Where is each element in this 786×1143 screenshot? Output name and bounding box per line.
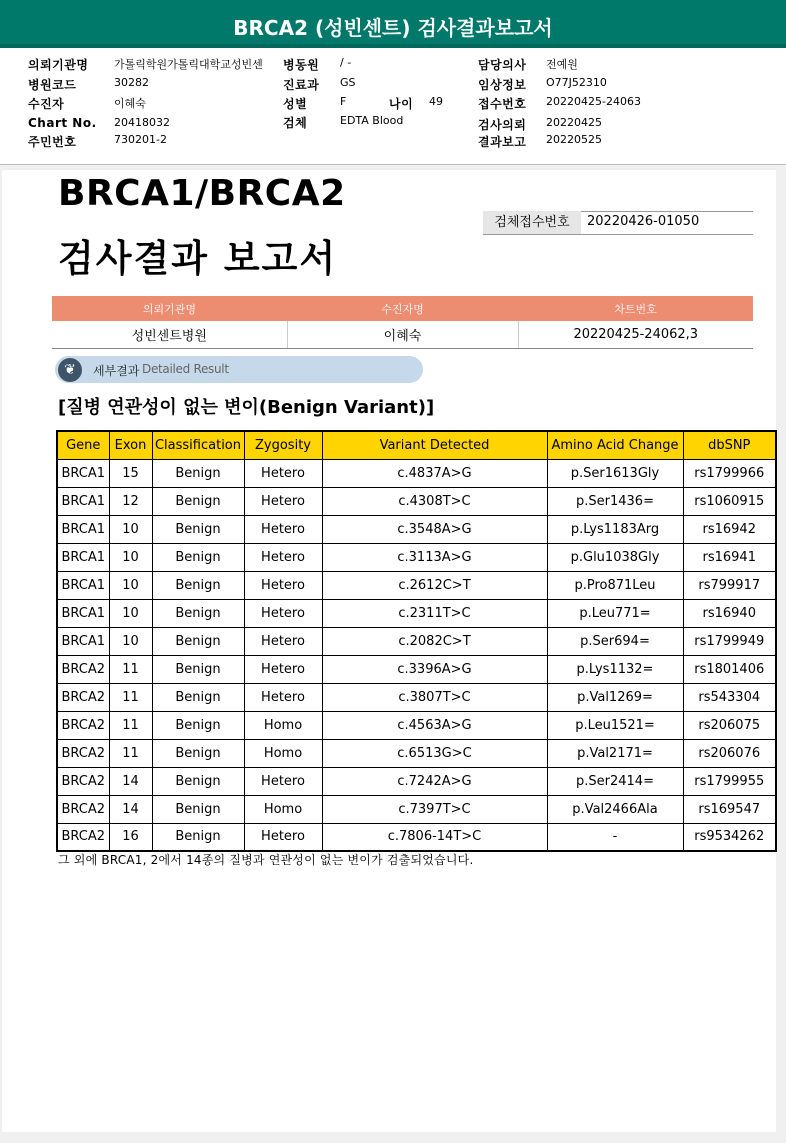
table-cell: Hetero	[244, 823, 322, 851]
table-cell: rs16940	[683, 599, 776, 627]
report-header-title: BRCA2 (성빈센트) 검사결과보고서	[0, 0, 786, 48]
id-value: 730201-2	[114, 133, 167, 146]
table-cell: rs543304	[683, 683, 776, 711]
report-title-line2: 검사결과 보고서	[58, 237, 338, 280]
table-cell: Homo	[244, 711, 322, 739]
variant-col-header: Gene	[57, 431, 109, 459]
hospital-code-label: 병원코드	[28, 78, 77, 92]
table-cell: Benign	[152, 459, 244, 487]
table-row	[57, 543, 776, 571]
table-cell: 16	[109, 823, 152, 851]
result-report-value: 20220525	[546, 133, 602, 146]
specimen-receipt-value: 20220426-01050	[581, 211, 753, 235]
sex-value: F	[340, 95, 347, 108]
table-row	[57, 571, 776, 599]
table-cell: 15	[109, 459, 152, 487]
table-cell: 12	[109, 487, 152, 515]
table-cell: Benign	[152, 571, 244, 599]
table-cell: rs1799949	[683, 627, 776, 655]
variant-col-header: Zygosity	[244, 431, 322, 459]
table-cell: c.2311T>C	[322, 599, 547, 627]
table-row	[57, 711, 776, 739]
table-row	[57, 599, 776, 627]
table-cell: rs1060915	[683, 487, 776, 515]
table-cell: p.Lys1183Arg	[547, 515, 683, 543]
table-cell: c.4308T>C	[322, 487, 547, 515]
table-cell: c.3807T>C	[322, 683, 547, 711]
sex-label: 성별	[283, 97, 308, 111]
patient-info-panel	[0, 48, 786, 165]
patient-summary-table	[52, 296, 753, 349]
col-header-patient: 수진자명	[287, 296, 518, 321]
specimen-receipt-label: 검체접수번호	[483, 211, 581, 235]
table-cell: Benign	[152, 711, 244, 739]
footnote: 그 외에 BRCA1, 2에서 14종의 질병과 연관성이 없는 변이가 검출되었습니다.	[58, 853, 474, 867]
table-row	[57, 767, 776, 795]
table-cell: Benign	[152, 515, 244, 543]
hospital-code-value: 30282	[114, 76, 149, 89]
chart-no-label: Chart No.	[28, 116, 97, 130]
table-cell: p.Ser1613Gly	[547, 459, 683, 487]
table-cell: p.Ser2414=	[547, 767, 683, 795]
variant-table-body	[57, 459, 776, 851]
table-cell: 11	[109, 739, 152, 767]
table-cell: rs1799955	[683, 767, 776, 795]
patient-cell: 이혜숙	[287, 321, 518, 348]
table-cell: Hetero	[244, 767, 322, 795]
table-cell: 14	[109, 795, 152, 823]
table-cell: p.Glu1038Gly	[547, 543, 683, 571]
table-cell: c.7242A>G	[322, 767, 547, 795]
table-cell: BRCA2	[57, 795, 109, 823]
table-cell: rs16942	[683, 515, 776, 543]
dept-value: GS	[340, 76, 356, 89]
table-cell: BRCA2	[57, 823, 109, 851]
table-cell: Benign	[152, 739, 244, 767]
table-cell: Benign	[152, 487, 244, 515]
table-cell: p.Leu1521=	[547, 711, 683, 739]
table-cell: BRCA1	[57, 515, 109, 543]
doctor-value: 전예원	[546, 58, 578, 71]
table-row	[57, 795, 776, 823]
table-row	[57, 739, 776, 767]
table-cell: rs16941	[683, 543, 776, 571]
table-cell: p.Ser694=	[547, 627, 683, 655]
table-cell: rs799917	[683, 571, 776, 599]
table-cell: 10	[109, 543, 152, 571]
request-label: 검사의뢰	[478, 118, 527, 132]
table-cell: -	[547, 823, 683, 851]
detailed-result-label-ko: 세부결과	[93, 364, 140, 378]
variant-col-header: Exon	[109, 431, 152, 459]
table-cell: Benign	[152, 683, 244, 711]
table-cell: Benign	[152, 543, 244, 571]
table-cell: rs169547	[683, 795, 776, 823]
age-label: 나이	[389, 97, 414, 111]
table-row	[57, 515, 776, 543]
table-cell: Hetero	[244, 599, 322, 627]
table-row	[57, 487, 776, 515]
variant-table-header	[57, 431, 776, 459]
table-cell: BRCA1	[57, 459, 109, 487]
dept-label: 진료과	[283, 78, 320, 92]
table-row	[57, 459, 776, 487]
variant-col-header: Classification	[152, 431, 244, 459]
chart-cell: 20220425-24062,3	[518, 321, 753, 348]
table-cell: Benign	[152, 627, 244, 655]
table-cell: BRCA2	[57, 739, 109, 767]
table-cell: p.Pro871Leu	[547, 571, 683, 599]
variant-table	[56, 430, 777, 852]
ward-label: 병동원	[283, 58, 320, 72]
patient-label: 수진자	[28, 97, 65, 111]
chart-no-value: 20418032	[114, 116, 170, 129]
institution-value: 가톨릭학원가톨릭대학교성빈센	[114, 58, 263, 71]
patient-value: 이혜숙	[114, 97, 146, 110]
table-cell: BRCA1	[57, 487, 109, 515]
table-cell: BRCA2	[57, 711, 109, 739]
table-cell: p.Val2171=	[547, 739, 683, 767]
request-value: 20220425	[546, 116, 602, 129]
table-cell: rs9534262	[683, 823, 776, 851]
table-cell: BRCA1	[57, 571, 109, 599]
table-cell: 11	[109, 711, 152, 739]
table-cell: 11	[109, 683, 152, 711]
variant-col-header: Variant Detected	[322, 431, 547, 459]
table-cell: BRCA2	[57, 683, 109, 711]
table-cell: 10	[109, 571, 152, 599]
table-cell: BRCA2	[57, 767, 109, 795]
table-cell: p.Lys1132=	[547, 655, 683, 683]
specimen-value: EDTA Blood	[340, 114, 404, 127]
table-cell: Homo	[244, 795, 322, 823]
table-cell: Benign	[152, 823, 244, 851]
table-row	[57, 823, 776, 851]
table-cell: Benign	[152, 767, 244, 795]
table-cell: Hetero	[244, 487, 322, 515]
ward-value: / -	[340, 56, 352, 69]
table-cell: 14	[109, 767, 152, 795]
table-cell: rs1799966	[683, 459, 776, 487]
table-cell: c.6513G>C	[322, 739, 547, 767]
table-cell: c.7806-14T>C	[322, 823, 547, 851]
table-cell: Hetero	[244, 627, 322, 655]
table-cell: Hetero	[244, 459, 322, 487]
clinical-label: 임상정보	[478, 78, 527, 92]
table-cell: rs206076	[683, 739, 776, 767]
detailed-result-label-en: Detailed Result	[142, 362, 229, 376]
clinical-value: O77J52310	[546, 76, 607, 89]
table-cell: p.Leu771=	[547, 599, 683, 627]
table-cell: p.Ser1436=	[547, 487, 683, 515]
table-cell: BRCA1	[57, 599, 109, 627]
id-label: 주민번호	[28, 135, 77, 149]
table-cell: c.7397T>C	[322, 795, 547, 823]
variant-col-header: dbSNP	[683, 431, 776, 459]
table-cell: c.3396A>G	[322, 655, 547, 683]
col-header-chart: 차트번호	[518, 296, 753, 321]
table-cell: BRCA1	[57, 627, 109, 655]
table-row	[57, 683, 776, 711]
table-cell: c.2612C>T	[322, 571, 547, 599]
section-title: [질병 연관성이 없는 변이(Benign Variant)]	[58, 397, 435, 418]
ribbon-icon: ❦	[58, 358, 82, 382]
table-cell: c.3548A>G	[322, 515, 547, 543]
table-cell: 11	[109, 655, 152, 683]
table-cell: Hetero	[244, 543, 322, 571]
table-cell: c.2082C>T	[322, 627, 547, 655]
table-cell: c.4837A>G	[322, 459, 547, 487]
table-cell: Hetero	[244, 571, 322, 599]
receipt-label: 접수번호	[478, 97, 527, 111]
table-cell: Hetero	[244, 655, 322, 683]
institution-label: 의뢰기관명	[28, 58, 89, 72]
specimen-label: 검체	[283, 116, 308, 130]
table-row	[57, 627, 776, 655]
table-cell: Benign	[152, 655, 244, 683]
table-cell: Hetero	[244, 683, 322, 711]
result-report-label: 결과보고	[478, 135, 527, 149]
table-cell: c.3113A>G	[322, 543, 547, 571]
report-title-line1: BRCA1/BRCA2	[58, 173, 346, 214]
table-cell: rs206075	[683, 711, 776, 739]
table-cell: Homo	[244, 739, 322, 767]
age-value: 49	[429, 95, 443, 108]
table-cell: 10	[109, 599, 152, 627]
table-cell: BRCA1	[57, 543, 109, 571]
table-cell: 10	[109, 515, 152, 543]
table-cell: 10	[109, 627, 152, 655]
variant-col-header: Amino Acid Change	[547, 431, 683, 459]
table-cell: p.Val2466Ala	[547, 795, 683, 823]
col-header-institution: 의뢰기관명	[52, 296, 287, 321]
table-cell: c.4563A>G	[322, 711, 547, 739]
table-cell: p.Val1269=	[547, 683, 683, 711]
receipt-value: 20220425-24063	[546, 95, 641, 108]
doctor-label: 담당의사	[478, 58, 527, 72]
table-cell: Benign	[152, 599, 244, 627]
table-row	[57, 655, 776, 683]
table-cell: Hetero	[244, 515, 322, 543]
table-cell: rs1801406	[683, 655, 776, 683]
table-cell: Benign	[152, 795, 244, 823]
institution-cell: 성빈센트병원	[52, 321, 287, 348]
table-cell: BRCA2	[57, 655, 109, 683]
